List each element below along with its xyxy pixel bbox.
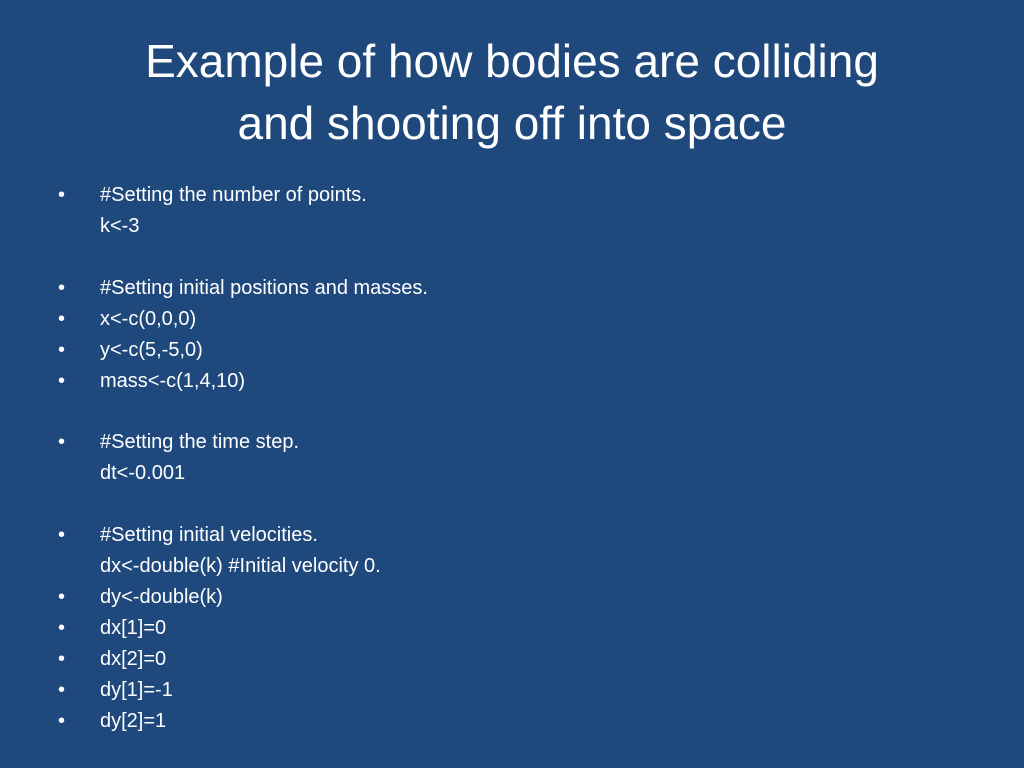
list-item-text: dy[2]=1 — [100, 710, 167, 732]
list-item-text: #Setting initial positions and masses. — [100, 277, 428, 299]
list-item-text: #Setting the number of points. — [100, 184, 367, 206]
list-item-text: y<-c(5,-5,0) — [100, 339, 203, 361]
bullet-icon: • — [58, 431, 66, 453]
list-item-text: x<-c(0,0,0) — [100, 308, 197, 330]
bullet-icon: • — [58, 339, 66, 361]
list-item-text: k<-3 — [100, 215, 140, 237]
bullet-icon: • — [58, 586, 66, 608]
bullet-icon: • — [58, 277, 66, 299]
list-item-text: mass<-c(1,4,10) — [100, 370, 246, 392]
list-item-text: dy<-double(k) — [100, 586, 223, 608]
list-item-text: #Setting the time step. — [100, 431, 300, 453]
list-item-text: #Setting initial velocities. — [100, 524, 318, 546]
slide-title-line-2: and shooting off into space — [237, 97, 787, 149]
bullet-icon: • — [58, 679, 66, 701]
list-item-text: dy[1]=-1 — [100, 679, 173, 701]
list-item-text: dx[2]=0 — [100, 648, 167, 670]
bullet-icon: • — [58, 308, 66, 330]
slide-title — [50, 30, 974, 154]
bullet-icon: • — [58, 710, 66, 732]
bullet-icon: • — [58, 648, 66, 670]
bullet-icon: • — [58, 370, 66, 392]
list-item-text: dx[1]=0 — [100, 617, 167, 639]
list-item-text: dt<-0.001 — [100, 462, 186, 484]
list-item-text: dx<-double(k) #Initial velocity 0. — [100, 555, 381, 577]
bullet-icon: • — [58, 617, 66, 639]
bullet-icon: • — [58, 184, 66, 206]
bullet-icon: • — [58, 524, 66, 546]
slide-title-line-1: Example of how bodies are colliding — [145, 35, 879, 87]
